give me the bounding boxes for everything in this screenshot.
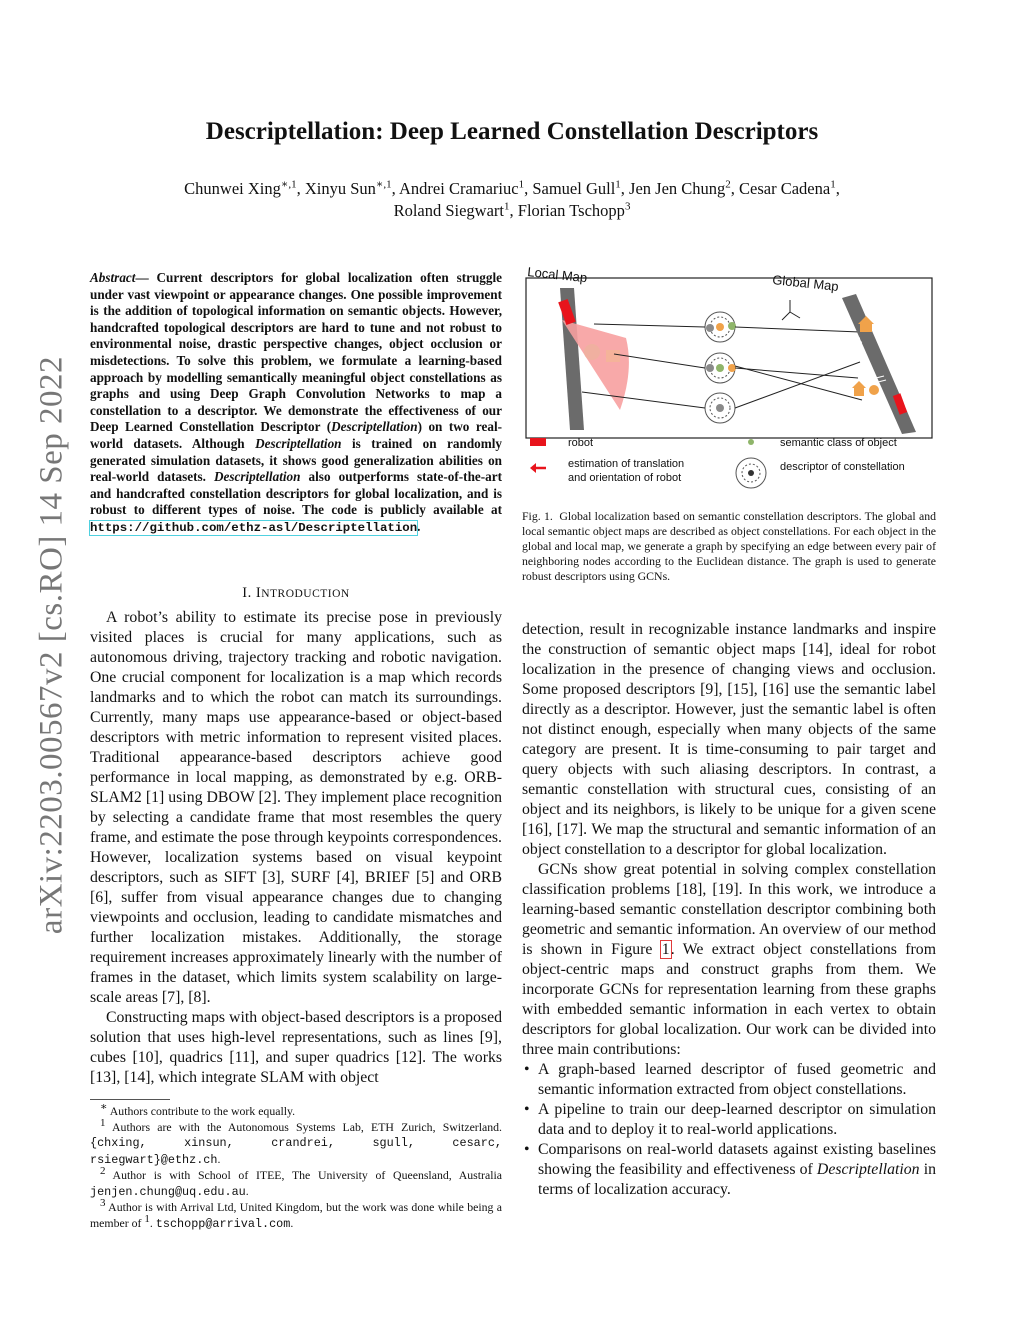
footnote-end: . — [245, 1183, 249, 1198]
legend-arrow-head — [530, 463, 536, 473]
list-item — [522, 1060, 936, 1100]
footnotes — [90, 1101, 502, 1232]
footnote-mark: 1 — [100, 1116, 106, 1129]
abstract-emphasis: Descriptellation — [331, 419, 418, 435]
footnote-ref: 1 — [144, 1212, 150, 1225]
footnote — [90, 1101, 502, 1120]
footnote — [90, 1116, 502, 1169]
arxiv-stamp-text: arXiv:2203.00567v2 [cs.RO] 14 Sep 2022 — [33, 355, 70, 935]
author-affil: ∗,1 — [280, 178, 297, 191]
legend-descriptor-label: descriptor of constellation — [780, 461, 905, 473]
author-sep: , — [620, 179, 630, 198]
descriptor-node-gray — [706, 364, 714, 372]
author-name: Chunwei Xing — [184, 179, 281, 198]
descriptor-node-orange — [728, 364, 736, 372]
legend-descriptor-center — [748, 470, 754, 476]
abstract-text: ) on two real-world datasets. Although — [90, 419, 502, 451]
abstract-label: Abstract — [90, 270, 136, 285]
footnote-end: . — [290, 1215, 294, 1230]
list-item-text: A pipeline to train our deep-learned descriptor on simulation data and to deploy it to real-world applications. — [538, 1101, 936, 1138]
author-affil: 1 — [615, 178, 621, 191]
footnote-text: Author is with Arrival Ltd, United Kingdom, but the work was done while being a member of — [90, 1200, 502, 1230]
author-name: Florian Tschopp — [517, 201, 625, 220]
descriptor-node-gray — [716, 404, 724, 412]
author-name: Samuel Gull — [532, 179, 616, 198]
footnote-rule — [90, 1099, 170, 1100]
abstract-dash: — — [135, 270, 149, 285]
legend-robot-label: robot — [568, 437, 594, 449]
descriptor-node-green — [728, 322, 736, 330]
footnote-email: {chxing, xinsun, crandrei, sgull, cesarc, rsiegwart}@ethz.ch — [90, 1136, 502, 1167]
abstract-text: also outperforms state-of-the-art and handcrafted constellation descriptors for global localization, and is robust to different types of noise. The code is publicly available at — [90, 469, 502, 518]
author-line-1 — [90, 178, 934, 200]
author-name: Cesar Cadena — [739, 179, 831, 198]
axes-icon — [782, 300, 800, 320]
footnote: $^3$ Author is with Arrival Ltd, United Kingdom, but the work was done while being a member of $^1$. tschopp@arrival.com. — [90, 1197, 502, 1231]
footnote-mark: ∗ — [100, 1101, 108, 1114]
author-sep: , — [835, 179, 840, 198]
abstract-text: Current descriptors for global localization often struggle under vast viewpoint or appearance changes. One possible improvement is the addition of topological information on semantic objects. However, handcrafted topological descriptors are hard to tune and not robust to environmental noise, drastic perspective changes, object occlusion or misdetections. To solve this problem, we formulate a learning-based approach by modelling semantically meaningful object constellations as graphs and using Deep Graph Convolution Networks to map a constellation to a descriptor. We demonstrate the effectiveness of our Deep Learned Constellation Descriptor ( — [90, 270, 502, 435]
intro-paragraph: detection, result in recognizable instance landmarks and inspire the construction of semantic object maps [14], ideal for robot localization in the presence of changing views and occlusion. Some proposed descriptors [9], [15], [16] use the semantic label directly as a descriptor. However, just the semantic label is often not distinct enough, especially when many objects of the same category are present. It is time-consuming to pair target and query objects with such aliasing descriptors. In contrast, a semantic constellation with structural cues, consisting of an object and its neighbors, is likely to be unique for a given scene [16], [17]. We map the structural and semantic information of an object constellation to a descriptor for global localization. — [522, 621, 936, 858]
list-item-emphasis: Descriptellation — [816, 1161, 920, 1178]
footnote — [90, 1165, 502, 1200]
legend-robot-swatch — [530, 438, 546, 446]
list-item-text: A graph-based learned descriptor of fused geometric and semantic information extracted from object constellations. — [538, 1061, 936, 1098]
list-item — [522, 1140, 936, 1200]
paper-title: Descriptellation: Deep Learned Constellation Descriptors — [205, 118, 819, 145]
contribution-list — [522, 1060, 936, 1200]
abstract-end: . — [417, 518, 421, 534]
intro-paragraph — [522, 860, 936, 1060]
author-name: Roland Siegwart — [393, 201, 505, 220]
figure-ref-link[interactable]: 1 — [661, 941, 670, 958]
author-sep: , — [730, 179, 740, 198]
figure-caption — [522, 509, 936, 584]
descriptor-node-green — [716, 364, 724, 372]
section-title-first: I — [255, 585, 262, 601]
footnote-email: jenjen.chung@uq.edu.au — [90, 1184, 246, 1199]
footnote-text: Authors are with the Autonomous Systems Lab, ETH Zurich, Switzerland. — [105, 1119, 502, 1134]
footnote-mark: 2 — [100, 1165, 106, 1178]
list-item-text: in terms of localization accuracy. — [538, 1161, 936, 1198]
footnote-text: Authors contribute to the work equally. — [107, 1104, 296, 1118]
footnote-text: Author is with School of ITEE, The University of Queensland, Australia — [105, 1168, 502, 1182]
author-affil: 1 — [830, 178, 836, 191]
intro-paragraph: A robot’s ability to estimate its precise pose in previously visited places is crucial for many applications, such as autonomous driving, trajectory tracking and robotic navigation. One crucial component for localization is a map which records landmarks and to which the robot can match its surroundings. Currently, many maps use appearance-based or object-based descriptors with metric information to represent visited places. Traditional appearance-based descriptors achieve good performance in local mapping, as demonstrated by e.g. ORB-SLAM2 [1] using DBOW [2]. They implement place recognition by selecting a candidate frame that most resembles the query frame, and estimate the pose through keypoints correspondences. However, localization systems based on visual keypoint descriptors, such as SIFT [3], SURF [4], BRIEF [5] and ORB [6], suffer from visual appearance changes due to changing viewpoints and occlusion, leading to candidate mismatches and further localization mistakes. Additionally, the storage requirement increases approximately linearly with the number of frames in the dataset, which limits system scalability on large-scale areas [7], [8]. — [90, 609, 502, 1006]
author-name: Andrei Cramariuc — [399, 179, 519, 198]
house-object — [606, 350, 620, 362]
author-name: Jen Jen Chung — [629, 179, 726, 198]
paragraph-text: GCNs show great potential in solving complex constellation classification problems [18], [19]. In this work, we introduce a learning-based semantic constellation descriptor combining both geometric and semantic information. An overview of our method is shown in Figure — [522, 861, 936, 958]
section-title-rest: NTRODUCTION — [261, 588, 350, 600]
list-item-text: Comparisons on real-world datasets against existing baselines showing the feasibility and effectiveness of — [538, 1141, 936, 1178]
global-road — [842, 294, 916, 434]
global-map-label: Global Map — [771, 272, 840, 294]
tree-object — [584, 344, 600, 360]
abstract-emphasis: Descriptellation — [255, 435, 342, 451]
paragraph-text: . We extract object constellations from object-centric maps and construct graphs from them. We incorporate GCNs for representation learning from these graphs with embedded semantic information in each vertex to obtain descriptors for global localization. Our work can be divided into three main contributions: — [522, 941, 936, 1058]
footnote-mark: 3 — [100, 1197, 106, 1210]
author-sep: , — [296, 179, 305, 198]
figure-1 — [522, 260, 936, 500]
descriptor-column — [705, 312, 736, 423]
figure-diagram — [522, 260, 936, 500]
legend-semantic-dot — [748, 439, 754, 445]
descriptor-node-gray — [706, 324, 714, 332]
list-item — [522, 1100, 936, 1140]
section-heading — [90, 585, 502, 602]
intro-left-column — [90, 608, 502, 1088]
section-number: I. — [242, 585, 256, 601]
intro-paragraph: Constructing maps with object-based descriptors is a proposed solution that uses high-level representations, such as lines [9], cubes [10], quadrics [11], and super quadrics [12]. The works [13], [14], which integrate SLAM with object — [90, 1009, 502, 1086]
abstract — [90, 270, 502, 537]
author-affil: 3 — [624, 200, 631, 213]
author-affil: 1 — [504, 200, 510, 213]
descriptor-node-orange — [716, 323, 724, 331]
abstract-emphasis: Descriptellation — [214, 469, 301, 485]
author-affil: 1 — [518, 178, 525, 191]
legend-arrow-label-2: and orientation of robot — [568, 472, 682, 484]
abstract-text: is trained on randomly generated simulation datasets, it shows good generalization abilities on real-world datasets. — [90, 435, 502, 485]
arxiv-stamp — [30, 350, 74, 940]
author-affil: ∗,1 — [375, 178, 392, 191]
footnote-email: tschopp@arrival.com — [155, 1216, 291, 1231]
author-sep: , — [509, 201, 518, 220]
local-map-label: Local Map — [526, 264, 588, 286]
author-line-2 — [90, 200, 934, 222]
author-sep: , — [391, 179, 399, 198]
legend-arrow-label-1: estimation of translation — [568, 458, 685, 470]
code-link[interactable]: https://github.com/ethz-asl/Descriptellation — [90, 520, 418, 535]
caption-label: Fig. 1. — [522, 509, 553, 523]
intro-right-column — [522, 620, 936, 1200]
caption-text: Global localization based on semantic constellation descriptors. The global and local semantic object maps are described as object constellations. For each object in the global and local map, we generate a graph by specifying an edge between every pair of neighboring nodes according to the Euclidean distance. The graph is used to generate robust descriptors using GCNs. — [522, 509, 936, 583]
author-sep: , — [524, 179, 533, 198]
author-name: Xinyu Sun — [304, 179, 376, 198]
author-affil: 2 — [725, 178, 731, 191]
author-block — [90, 178, 934, 222]
footnote-end: . — [217, 1151, 221, 1166]
legend-semantic-label: semantic class of object — [780, 437, 897, 449]
